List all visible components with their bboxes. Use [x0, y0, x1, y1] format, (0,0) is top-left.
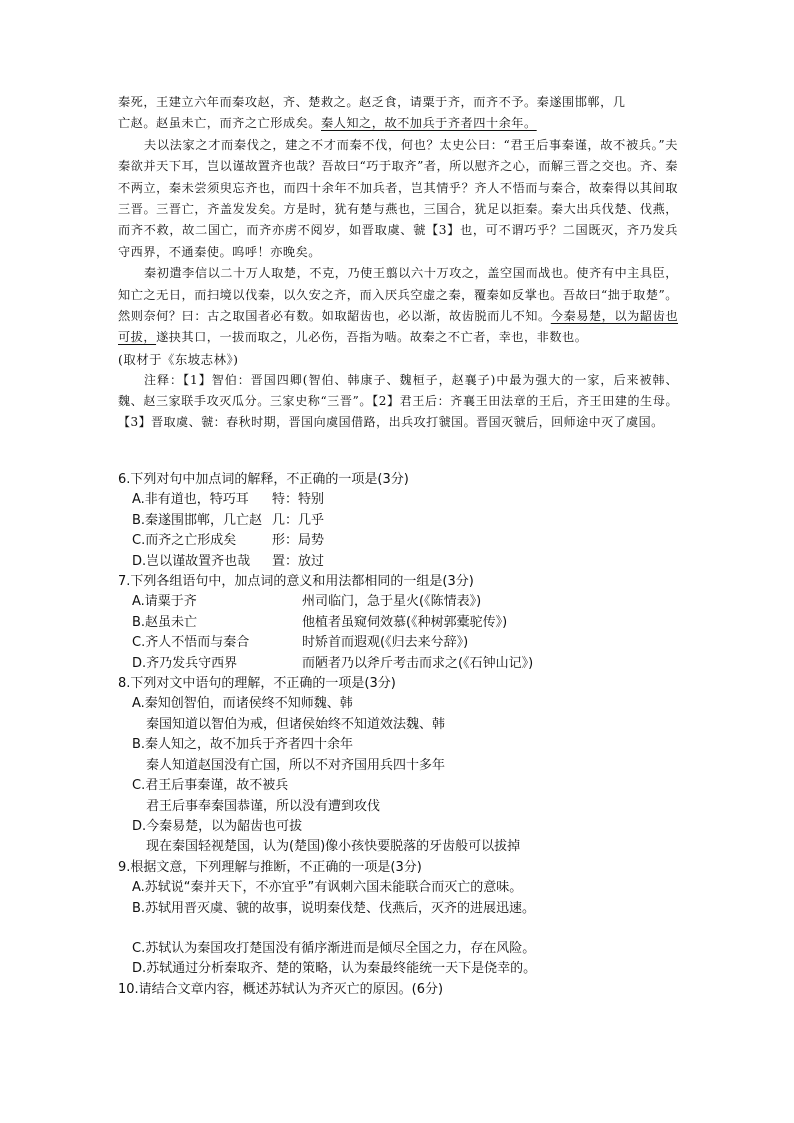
q7-option-a	[132, 592, 688, 612]
question-6-stem: 6.下列对句中加点词的解释，不正确的一项是(3分)	[118, 472, 409, 487]
option-gloss: 几：几乎	[272, 512, 325, 528]
q6-option-b	[132, 511, 688, 531]
option-compare: 他植者虽窥伺效慕(《种树郭橐驼传》)	[302, 614, 508, 630]
q7-option-d	[132, 654, 688, 674]
q6-option-c	[132, 531, 688, 551]
annotations: 注释：【1】智伯：晋国四卿(智伯、韩康子、魏桓子，赵襄子)中最为强大的一家，后来被韩、魏、赵三家联手攻灭瓜分。三家史称“三晋”。【2】君王后：齐襄王田法章的王后，齐王田建的生母。【3】晋取虞、虢：春秋时期，晋国向虞国借路，出兵攻打虢国。晋国灭虢后，回师途中灭了虞国。	[118, 373, 678, 430]
question-8-stem: 8.下列对文中语句的理解，不正确的一项是(3分)	[118, 676, 396, 692]
option-text: A.非有道也，特巧耳	[132, 492, 249, 508]
option-compare: 而陋者乃以斧斤考击而求之(《石钟山记》)	[302, 655, 534, 671]
q9-option-d: D.苏轼通过分析秦取齐、楚的策略，认为秦最终能统一天下是侥幸的。	[132, 961, 537, 977]
q6-option-a	[132, 490, 688, 510]
option-gloss: 特：特别	[272, 492, 325, 508]
option-gloss: 形：局势	[272, 533, 325, 549]
source-citation: (取材于《东坡志林》)	[118, 351, 239, 367]
question-10-stem: 10.请结合文章内容，概述苏轼认为齐灭亡的原因。(6分)	[118, 981, 444, 997]
q8-option-d: D.今秦易楚，以为龆齿也可拔	[132, 818, 303, 834]
passage-text: 秦初遣李信以二十万人取楚，不克，乃使王翦以六十万攻之，盖空国而战也。使齐有中主具臣，知亡之无日，而扫境以伐秦，以久安之齐，而入厌兵空虚之秦，覆秦如反掌也。吾故曰“拙于取楚”。然则奈何？曰：古之取国者必有数。如取龆齿也，必以渐，故齿脱而儿不知。	[118, 266, 678, 324]
option-text: C.而齐之亡形成矣	[132, 533, 237, 549]
option-text: A.请粟于齐	[132, 594, 197, 610]
q8-option-d-translation: 现在秦国轻视楚国，认为(楚国)像小孩快要脱落的牙齿般可以拔掉	[146, 839, 521, 855]
passage-line	[118, 113, 678, 134]
option-text: B.赵虽未亡	[132, 614, 198, 630]
passage-paragraph: 夫以法家之才而秦伐之，建之不才而秦不伐，何也？太史公曰：“君王后事秦谨，故不被兵。”夫秦欲并天下耳，岂以谨故置齐也哉？吾故曰“巧于取齐”者，所以慰齐之心，而解三晋之交也。齐、秦不两立，秦未尝须臾忘齐也，而四十余年不加兵者，岂其情乎？齐人不悟而与秦合，故秦得以其间取三晋。三晋亡，齐盖发发矣。方是时，犹有楚与燕也，三国合，犹足以拒秦。秦大出兵伐楚、伐燕，而齐不救，故二国亡，而齐亦虏不阅岁，如晋取虞、虢【3】也，可不谓巧乎？二国既灭，齐乃发兵守西界，不通秦使。呜呼！亦晚矣。	[118, 137, 678, 259]
q9-option-c: C.苏轼认为秦国攻打楚国没有循序渐进而是倾尽全国之力，存在风险。	[132, 940, 536, 956]
q9-option-a: A.苏轼说“秦并天下，不亦宜乎”有讽刺六国未能联合而灭亡的意味。	[132, 880, 523, 896]
underlined-sentence: 今秦易楚，以为龆齿也可拔，	[118, 309, 679, 345]
option-text: C.齐人不悟而与秦合	[132, 635, 250, 651]
passage-text: 遂抉其口，一拔而取之，儿必伤，吾指为啮。故秦之不亡者，幸也，非数也。	[156, 330, 588, 345]
q7-option-c	[132, 633, 688, 653]
q8-option-a: A.秦知创智伯，而诸侯终不知师魏、韩	[132, 696, 353, 712]
blank-gap	[118, 919, 688, 939]
underlined-sentence: 故不加兵于齐者四十余年。	[384, 116, 537, 131]
q6-option-d	[132, 552, 688, 572]
q8-option-c-translation: 君王后事奉秦国恭谨，所以没有遭到攻伐	[146, 798, 381, 814]
q9-option-b: B.苏轼用晋灭虞、虢的故事，说明秦伐楚、伐燕后，灭齐的进展迅速。	[132, 900, 536, 916]
passage-text: 亡赵。赵虽未亡，而齐之亡形成矣。	[118, 116, 321, 131]
q8-option-a-translation: 秦国知道以智伯为戒，但诸侯始终不知道效法魏、韩	[146, 716, 446, 732]
passage-line: 秦死，王建立六年而秦攻赵，齐、楚救之。赵乏食，请粟于齐，而齐不予。秦遂围邯郸，几	[118, 95, 626, 109]
underlined-sentence: 秦人知之，	[321, 116, 385, 131]
question-7-stem: 7.下列各组语句中，加点词的意义和用法都相同的一组是(3分)	[118, 574, 474, 590]
option-text: D.岂以谨故置齐也哉	[132, 553, 251, 569]
option-text: D.齐乃发兵守西界	[132, 655, 238, 671]
q7-option-b	[132, 613, 688, 633]
option-gloss: 置：放过	[272, 553, 325, 569]
option-compare: 时矫首而遐观(《归去来兮辞》)	[302, 635, 469, 651]
q8-option-c: C.君王后事秦谨，故不被兵	[132, 778, 289, 794]
option-compare: 州司临门，急于星火(《陈情表》)	[302, 594, 482, 610]
passage-paragraph	[118, 263, 678, 349]
questions	[118, 470, 688, 1000]
q8-option-b-translation: 秦人知道赵国没有亡国，所以不对齐国用兵四十多年	[146, 757, 446, 773]
classical-passage	[118, 92, 678, 433]
q8-option-b: B.秦人知之，故不加兵于齐者四十余年	[132, 737, 354, 753]
option-text: B.秦遂围邯郸，几亡赵	[132, 512, 263, 528]
question-9-stem: 9.根据文意，下列理解与推断，不正确的一项是(3分)	[118, 859, 422, 875]
